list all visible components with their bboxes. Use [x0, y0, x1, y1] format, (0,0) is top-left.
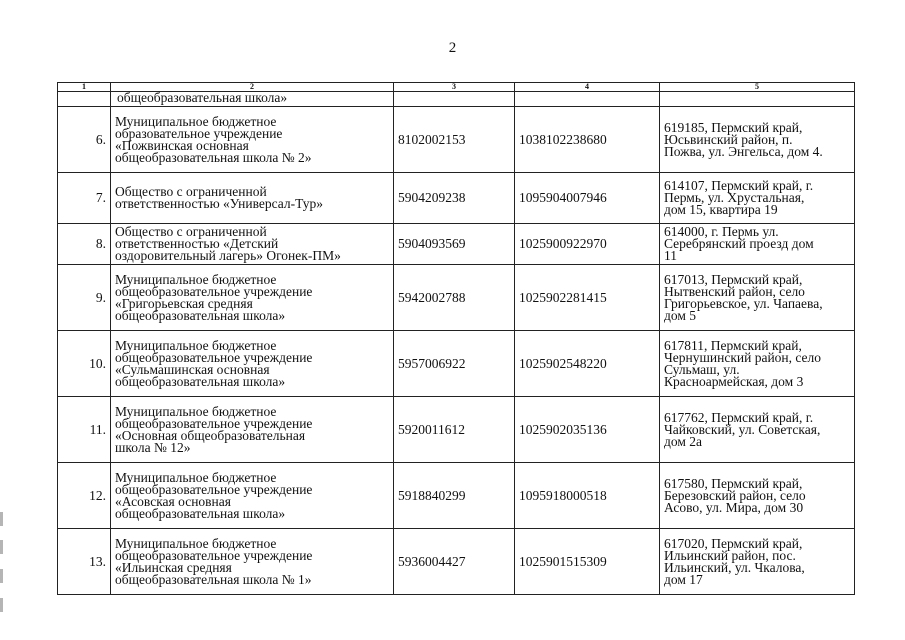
- table-row: [58, 529, 855, 595]
- address-line: Григорьевское, ул. Чапаева,: [664, 295, 823, 311]
- inn-cell: 5904209238: [394, 173, 515, 224]
- organization-name-line: общеобразовательная школа»: [115, 505, 286, 521]
- organization-name-cell: [111, 331, 394, 397]
- organization-name-line: общеобразовательная школа № 1»: [115, 571, 312, 587]
- scan-edge-marks: [0, 0, 6, 640]
- address-line: Асово, ул. Мира, дом 30: [664, 499, 804, 515]
- address-line: Чернушинский район, село: [664, 349, 822, 365]
- address-line: 11: [664, 248, 677, 263]
- ogrn-cell: 1025902548220: [515, 331, 660, 397]
- address-line: дом 15, квартира 19: [664, 202, 778, 217]
- organization-name-cell: [111, 224, 394, 265]
- address-line: Красноармейская, дом 3: [664, 373, 804, 389]
- address-line: Пожва, ул. Энгельса, дом 4.: [664, 143, 823, 159]
- row-number-cell: 6.: [58, 107, 111, 173]
- organization-name-cell: [111, 265, 394, 331]
- table-row: [58, 265, 855, 331]
- address-line: Юсьвинский район, п.: [664, 131, 793, 147]
- ogrn-cell: 1095918000518: [515, 463, 660, 529]
- table-row: [58, 463, 855, 529]
- organization-name-line: общеобразовательная школа»: [115, 373, 286, 389]
- address-line: дом 2а: [664, 433, 703, 449]
- address-cell: [660, 265, 855, 331]
- address-line: 617762, Пермский край, г.: [664, 409, 814, 425]
- ogrn-cell: 1025901515309: [515, 529, 660, 595]
- address-line: дом 5: [664, 307, 697, 323]
- organization-name-cell: [111, 107, 394, 173]
- inn-cell: 5920011612: [394, 397, 515, 463]
- organization-name-line: общеобразовательное учреждение: [115, 481, 313, 497]
- organization-name-line: «Пожвинская основная: [115, 137, 249, 153]
- organization-name-line: оздоровительный лагерь» Огонек-ПМ»: [115, 248, 341, 263]
- organization-name-line: Муниципальное бюджетное: [115, 469, 277, 485]
- row-number-cell: [58, 92, 111, 107]
- organization-name-line: общеобразовательное учреждение: [115, 415, 313, 431]
- organization-name-line: Муниципальное бюджетное: [115, 337, 277, 353]
- organization-name-line: общеобразовательное учреждение: [115, 547, 313, 563]
- organization-name-line: Общество с ограниченной: [115, 224, 267, 239]
- table-row: [58, 397, 855, 463]
- address-line: Пермь, ул. Хрустальная,: [664, 190, 805, 205]
- organization-name-cell: общеобразовательная школа»: [111, 92, 394, 107]
- organization-name-line: общеобразовательная школа № 2»: [115, 149, 312, 165]
- ogrn-cell: [515, 92, 660, 107]
- address-cell: [660, 397, 855, 463]
- inn-cell: 5936004427: [394, 529, 515, 595]
- ogrn-cell: 1025902035136: [515, 397, 660, 463]
- inn-cell: 5942002788: [394, 265, 515, 331]
- organization-name-cell: [111, 397, 394, 463]
- row-number-cell: 7.: [58, 173, 111, 224]
- address-line: 617013, Пермский край,: [664, 271, 803, 287]
- address-cell: [660, 529, 855, 595]
- address-line: 617020, Пермский край,: [664, 535, 803, 551]
- address-line: Серебрянский проезд дом: [664, 236, 814, 251]
- organization-name-line: общеобразовательная школа»: [115, 307, 286, 323]
- address-line: Ильинский, ул. Чкалова,: [664, 559, 805, 575]
- address-line: Нытвенский район, село: [664, 283, 805, 299]
- row-number-cell: 11.: [58, 397, 111, 463]
- table-row: [58, 331, 855, 397]
- column-number: 3: [394, 83, 515, 92]
- organization-name-line: Муниципальное бюджетное: [115, 271, 277, 287]
- address-line: Ильинский район, пос.: [664, 547, 796, 563]
- table-row: [58, 173, 855, 224]
- inn-cell: [394, 92, 515, 107]
- address-line: Чайковский, ул. Советская,: [664, 421, 821, 437]
- organization-name-line: Муниципальное бюджетное: [115, 535, 277, 551]
- address-cell: [660, 224, 855, 265]
- ogrn-cell: 1025902281415: [515, 265, 660, 331]
- inn-cell: 5918840299: [394, 463, 515, 529]
- address-cell: [660, 92, 855, 107]
- organization-name-line: ответственностью «Универсал-Тур»: [115, 196, 323, 211]
- inn-cell: 5957006922: [394, 331, 515, 397]
- organization-name-cell: [111, 463, 394, 529]
- row-number-cell: 9.: [58, 265, 111, 331]
- organization-name-line: школа № 12»: [115, 439, 191, 455]
- organization-name-line: образовательное учреждение: [115, 125, 283, 141]
- address-line: Березовский район, село: [664, 487, 806, 503]
- organization-name-line: общеобразовательное учреждение: [115, 349, 313, 365]
- column-number: 2: [111, 83, 394, 92]
- address-line: дом 17: [664, 571, 703, 587]
- column-number: 1: [58, 83, 111, 92]
- address-line: 619185, Пермский край,: [664, 119, 803, 135]
- organization-name-line: ответственностью «Детский: [115, 236, 279, 251]
- row-number-cell: 8.: [58, 224, 111, 265]
- ogrn-cell: 1025900922970: [515, 224, 660, 265]
- organization-name-cell: [111, 529, 394, 595]
- row-number-cell: 13.: [58, 529, 111, 595]
- continuation-row: [58, 92, 855, 107]
- address-line: 614000, г. Пермь ул.: [664, 224, 779, 239]
- organization-name-line: Муниципальное бюджетное: [115, 403, 277, 419]
- row-number-cell: 12.: [58, 463, 111, 529]
- address-cell: [660, 331, 855, 397]
- organization-name-cell: [111, 173, 394, 224]
- table-row: [58, 107, 855, 173]
- organization-name-line: Общество с ограниченной: [115, 184, 267, 199]
- organization-name-line: «Ильинская средняя: [115, 559, 232, 575]
- address-cell: [660, 107, 855, 173]
- table-row: [58, 224, 855, 265]
- organization-name-line: «Основная общеобразовательная: [115, 427, 306, 443]
- organization-name-line: «Асовская основная: [115, 493, 231, 509]
- ogrn-cell: 1095904007946: [515, 173, 660, 224]
- organization-name-line: Муниципальное бюджетное: [115, 113, 277, 129]
- column-number: 4: [515, 83, 660, 92]
- inn-cell: 5904093569: [394, 224, 515, 265]
- organization-name-line: «Григорьевская средняя: [115, 295, 253, 311]
- ogrn-cell: 1038102238680: [515, 107, 660, 173]
- registry-table: [57, 82, 855, 595]
- inn-cell: 8102002153: [394, 107, 515, 173]
- column-number: 5: [660, 83, 855, 92]
- organization-name-line: «Сульмашинская основная: [115, 361, 270, 377]
- address-cell: [660, 173, 855, 224]
- address-cell: [660, 463, 855, 529]
- page-number: 2: [448, 40, 457, 56]
- row-number-cell: 10.: [58, 331, 111, 397]
- address-line: 617580, Пермский край,: [664, 475, 803, 491]
- organization-name-line: общеобразовательное учреждение: [115, 283, 313, 299]
- address-line: Сульмаш, ул.: [664, 361, 740, 377]
- address-line: 617811, Пермский край,: [664, 337, 802, 353]
- address-line: 614107, Пермский край, г.: [664, 178, 814, 193]
